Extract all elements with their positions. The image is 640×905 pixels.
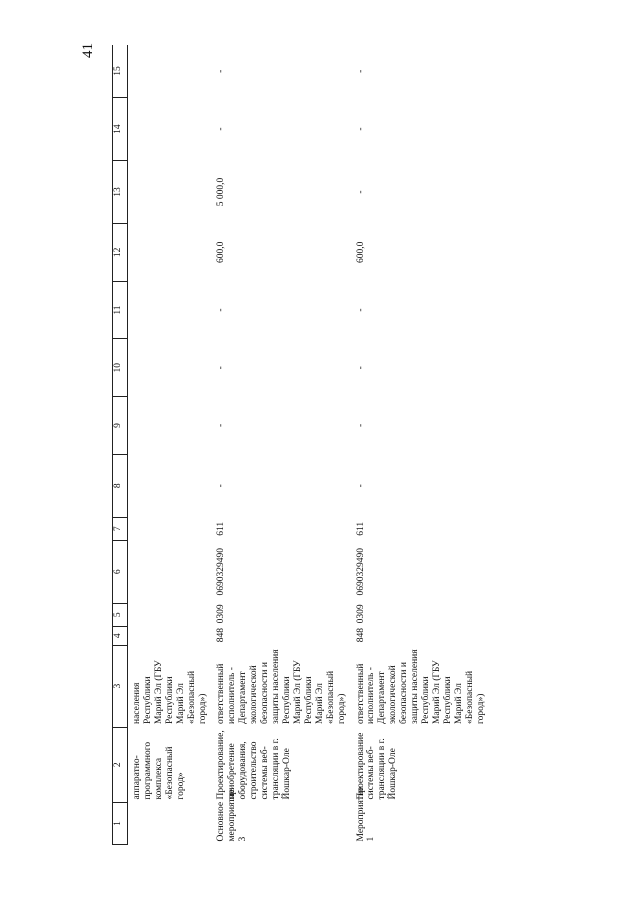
- table-cell: [128, 223, 211, 281]
- page-number: 41: [80, 43, 96, 58]
- table-row: [350, 45, 489, 845]
- table-cell: -: [355, 127, 366, 131]
- header-cell: 8: [113, 454, 128, 517]
- table-cell: [128, 803, 211, 845]
- table-cell: 0309: [355, 604, 366, 624]
- header-cell: 6: [113, 540, 128, 603]
- table-cell: -: [216, 423, 227, 428]
- table-cell: -: [355, 190, 366, 194]
- header-cell: 14: [113, 98, 128, 161]
- table-cell: Проектирование, приобретение оборудования, строительство системы веб-трансляции в г. Йошкар-Оле: [216, 730, 292, 800]
- table-cell: 600,0: [216, 241, 227, 264]
- table-cell: [128, 626, 211, 645]
- table-cell: [128, 540, 211, 603]
- table-cell: -: [355, 69, 366, 73]
- budget-table: [112, 45, 489, 845]
- header-cell: 13: [113, 161, 128, 224]
- table-cell: 611: [216, 521, 227, 536]
- table-cell: [128, 603, 211, 626]
- table-cell: 0690329490: [216, 548, 227, 596]
- table-cell: [128, 98, 211, 161]
- table-cell: [128, 45, 211, 98]
- table-cell: -: [216, 127, 227, 131]
- table-cell: [128, 454, 211, 517]
- table-row: [210, 45, 349, 845]
- table-cell: 611: [355, 521, 366, 536]
- table-cell: -: [355, 423, 366, 428]
- table-cell: -: [355, 484, 366, 488]
- table-cell: Проектирование системы веб-трансляции в г. Йошкар-Оле: [355, 732, 399, 800]
- table-cell: -: [216, 484, 227, 488]
- header-cell: 2: [113, 727, 128, 803]
- table-cell: -: [355, 366, 366, 370]
- table-row: [128, 45, 211, 845]
- table-cell: 848: [355, 627, 366, 643]
- table-cell: -: [216, 69, 227, 73]
- table-cell: [128, 281, 211, 339]
- header-cell: 1: [113, 803, 128, 845]
- table-cell: ответственный исполнитель - Департамент экологической безопасности и защиты населения Республики Марий Эл (ГБУ Республики Марий Эл «Безопасный город»): [355, 649, 486, 725]
- table-cell: [128, 397, 211, 455]
- header-cell: 10: [113, 339, 128, 397]
- table-cell: -: [355, 308, 366, 312]
- table-cell: 5 000,0: [216, 177, 227, 207]
- header-cell: 9: [113, 397, 128, 455]
- header-cell: 12: [113, 223, 128, 281]
- header-cell: 7: [113, 517, 128, 540]
- table-cell: населения Республики Марий Эл (ГБУ Республики Марий Эл «Безопасный город»): [132, 660, 208, 725]
- header-cell: 5: [113, 603, 128, 626]
- header-cell: 4: [113, 626, 128, 645]
- table-cell: 600,0: [355, 241, 366, 264]
- table-cell: Основное мероприятие 3: [216, 789, 249, 842]
- table-cell: [128, 517, 211, 540]
- table-cell: ответственный исполнитель - Департамент экологической безопасности и защиты населения Республики Марий Эл (ГБУ Республики Марий Эл «Безопасный город»): [216, 649, 347, 725]
- table-cell: [128, 339, 211, 397]
- header-cell: 3: [113, 645, 128, 727]
- header-cell: 11: [113, 281, 128, 339]
- rotated-table-container: [112, 45, 632, 845]
- header-cell: 15: [113, 45, 128, 98]
- header-row: [113, 45, 128, 845]
- table-cell: -: [216, 366, 227, 370]
- table-cell: 0309: [216, 604, 227, 624]
- table-cell: 848: [216, 627, 227, 643]
- table-cell: Мероприятие 1: [355, 786, 377, 842]
- table-cell: [128, 161, 211, 224]
- table-cell: 0690329490: [355, 548, 366, 596]
- table-cell: аппаратно-программного комплекса «Безопасный город»: [132, 741, 186, 800]
- table-cell: -: [216, 308, 227, 312]
